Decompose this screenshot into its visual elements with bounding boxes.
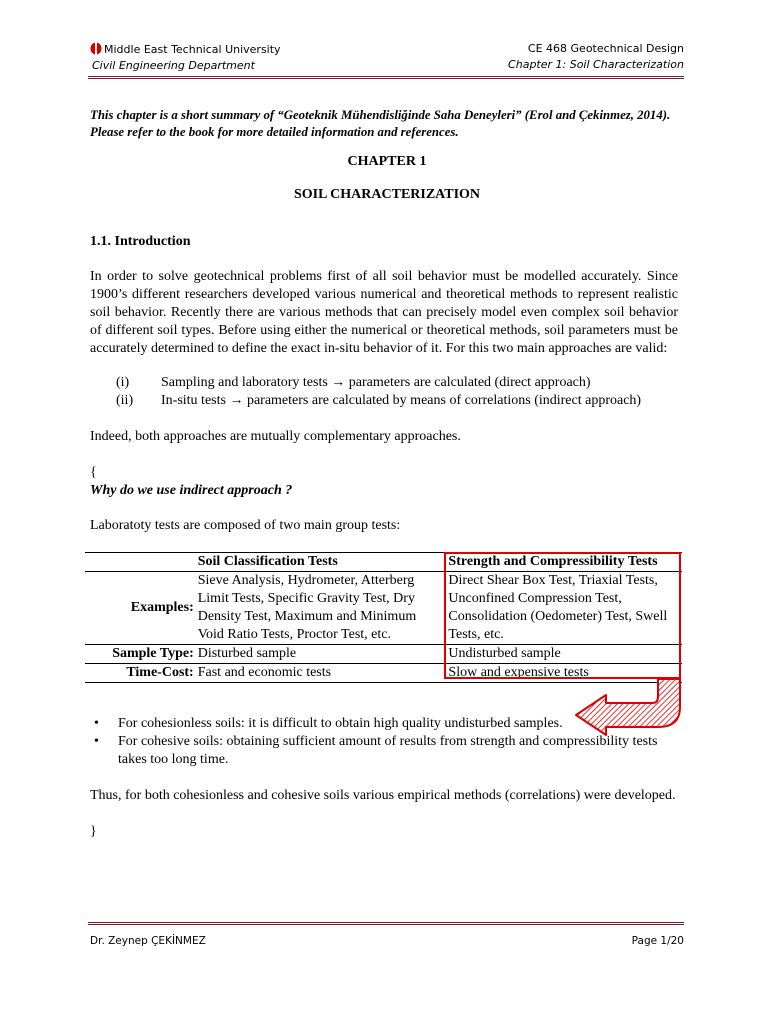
lab-tests-intro: Laboratoty tests are composed of two main group tests:	[90, 518, 401, 533]
page-footer	[90, 935, 684, 947]
list-text: Sampling and laboratory tests → parameters are calculated (direct approach)	[161, 375, 591, 390]
department-name: Civil Engineering Department	[92, 59, 255, 72]
page-number: Page 1/20	[631, 935, 684, 947]
cell-line: Void Ratio Tests, Proctor Test, etc.	[197, 627, 391, 642]
table-cell: Fast and economic tests	[196, 664, 447, 683]
table-cell: Disturbed sample	[196, 645, 447, 664]
list-item	[116, 392, 641, 410]
chapter-title: SOIL CHARACTERIZATION	[293, 187, 481, 202]
list-text: In-situ tests → parameters are calculated by means of correlations (indirect approach)	[161, 393, 642, 408]
list-number: (ii)	[116, 393, 134, 408]
complementary-paragraph: Indeed, both approaches are mutually complementary approaches.	[90, 429, 461, 444]
list-number: (i)	[116, 375, 130, 390]
intro-note	[90, 107, 684, 141]
cell-line: Tests, etc.	[448, 627, 504, 642]
table-row	[85, 645, 682, 664]
brace-close: }	[90, 824, 97, 839]
cell-line: Sieve Analysis, Hydrometer, Atterberg	[197, 573, 415, 588]
conclusion-paragraph: Thus, for both cohesionless and cohesive soils various empirical methods (correlations) were developed.	[90, 788, 676, 803]
bullet-dot: •	[94, 734, 99, 749]
row-label: Sample Type:	[85, 645, 196, 664]
metu-logo-icon	[90, 42, 102, 55]
chapter-label: CHAPTER 1	[347, 154, 427, 169]
table-cell	[446, 572, 682, 645]
bullet-text: For cohesionless soils: it is difficult to obtain high quality undisturbed samples.	[118, 716, 563, 731]
comparison-table	[85, 552, 682, 683]
footer-author: Dr. Zeynep ÇEKİNMEZ	[90, 935, 206, 947]
footer-rule	[88, 922, 684, 925]
list-item	[116, 374, 591, 392]
table-row	[85, 572, 682, 645]
bullet-text: For cohesive soils: obtaining sufficient amount of results from strength and compressibility tests takes too long time.	[118, 734, 658, 767]
intro-paragraph: In order to solve geotechnical problems first of all soil behavior must be modelled accurately. Since 1900’s different researchers developed various numerical and theoretical methods to represent realistic soil behavior. Recently there are various methods that can precisely model even complex soil behavior of different soil types. Before using either the numerical or theoretical methods, soil parameters must be accurately determined to define the exact in-situ behavior of it. For this two main approaches are valid:	[90, 269, 678, 356]
header-left	[90, 42, 281, 72]
section-heading: 1.1. Introduction	[90, 234, 191, 249]
cell-line: Density Test, Maximum and Minimum	[197, 609, 417, 624]
table-header-cell: Soil Classification Tests	[196, 553, 447, 572]
university-name: Middle East Technical University	[104, 43, 281, 56]
table-cell	[196, 572, 447, 645]
table-cell: Slow and expensive tests	[446, 664, 682, 683]
brace-open: {	[90, 465, 97, 480]
intro-note-line1: This chapter is a short summary of “Geoteknik Mühendisliğinde Saha Deneyleri” (Erol and Çekinmez, 2014).	[90, 108, 671, 122]
row-label: Time-Cost:	[85, 664, 196, 683]
table-header-cell: Strength and Compressibility Tests	[446, 553, 682, 572]
intro-note-line2: Please refer to the book for more detailed information and references.	[90, 125, 459, 139]
table-cell: Undisturbed sample	[446, 645, 682, 664]
cell-line: Unconfined Compression Test,	[448, 591, 622, 606]
header-rule	[88, 76, 684, 79]
cell-line: Direct Shear Box Test, Triaxial Tests,	[448, 573, 658, 588]
page-header	[90, 42, 684, 76]
table-header-row	[85, 553, 682, 572]
header-right	[508, 42, 684, 71]
table-header-cell	[85, 553, 196, 572]
cell-line: Limit Tests, Specific Gravity Test, Dry	[197, 591, 415, 606]
bullet-dot: •	[94, 716, 99, 731]
question-heading: Why do we use indirect approach ?	[90, 483, 293, 498]
cell-line: Consolidation (Oedometer) Test, Swell	[448, 609, 668, 624]
chapter-reference: Chapter 1: Soil Characterization	[508, 58, 684, 71]
course-name: CE 468 Geotechnical Design	[527, 42, 684, 55]
row-label: Examples:	[85, 572, 196, 645]
